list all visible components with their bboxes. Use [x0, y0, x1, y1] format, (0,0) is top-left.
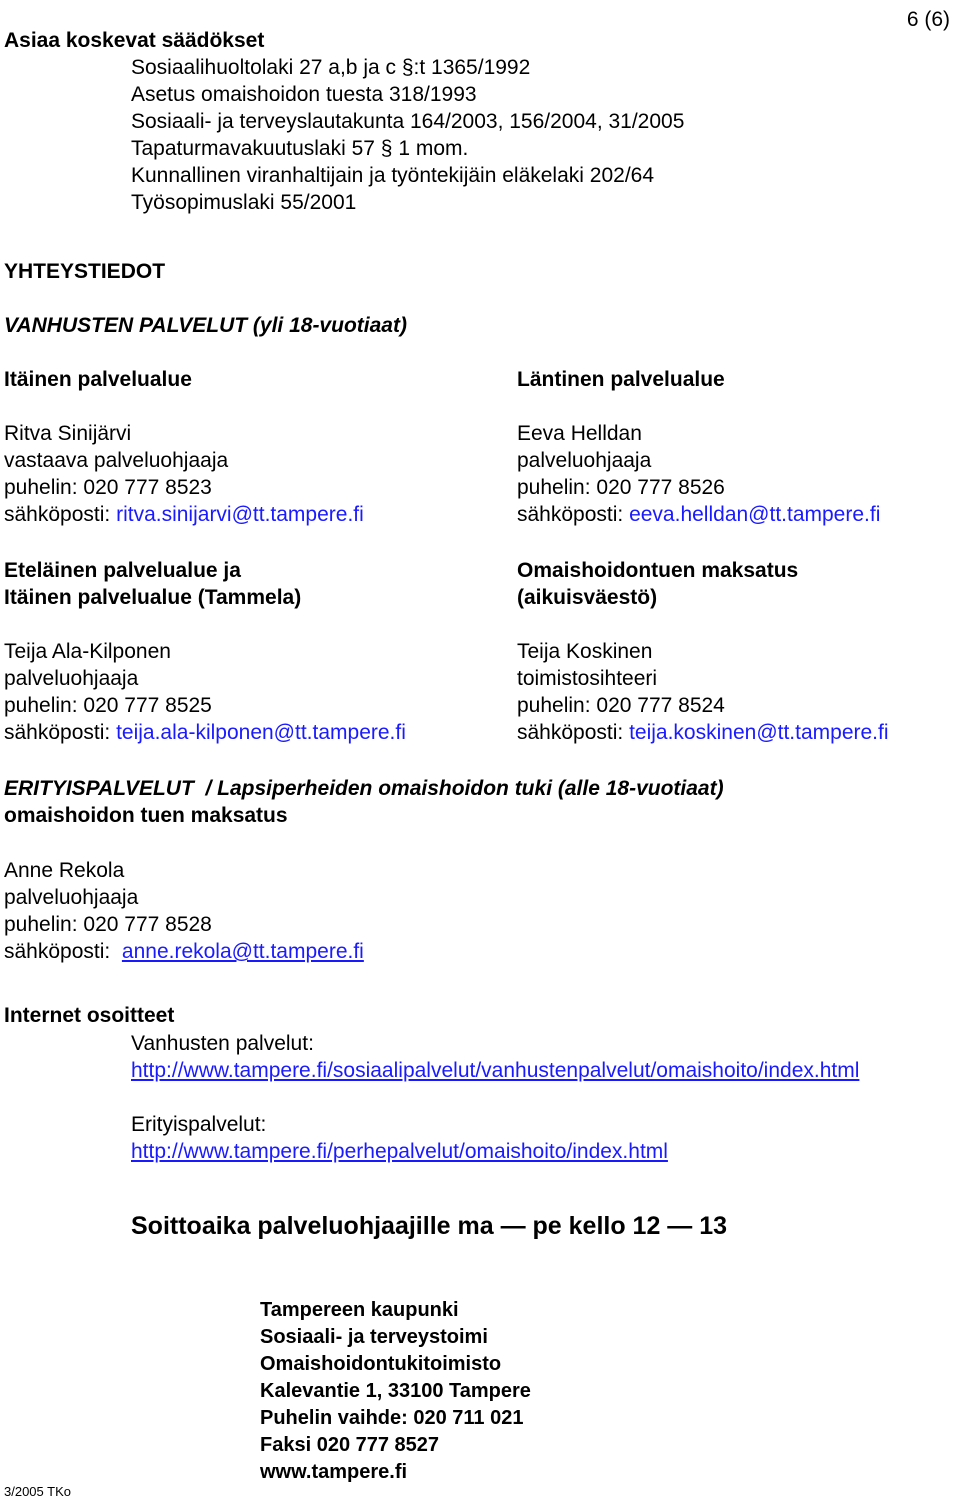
contact-name: Eeva Helldan	[517, 422, 642, 445]
contact-phone: puhelin: 020 777 8526	[517, 476, 725, 499]
contact-name: Anne Rekola	[4, 859, 125, 882]
email-link[interactable]: anne.rekola@tt.tampere.fi	[121, 940, 364, 963]
contact-card-east	[4, 366, 364, 528]
email-label: sähköposti:	[4, 503, 111, 526]
contact-name: Teija Koskinen	[517, 640, 653, 663]
area-title: Itäinen palvelualue (Tammela)	[4, 586, 302, 609]
special-link-label: Erityispalvelut:	[131, 1113, 267, 1136]
address-line: www.tampere.fi	[260, 1461, 408, 1483]
contact-name: Teija Ala-Kilponen	[4, 640, 171, 663]
contact-phone: puhelin: 020 777 8524	[517, 694, 725, 717]
page-number: 6 (6)	[906, 8, 950, 31]
call-time: Soittoaika palveluohjaajille ma — pe kello 12 — 13	[131, 1212, 728, 1240]
special-heading-part1: ERITYISPALVELUT	[4, 777, 194, 800]
area-title: Itäinen palvelualue	[4, 368, 192, 391]
footer-code: 3/2005 TKo	[4, 1484, 71, 1499]
area-title: Läntinen palvelualue	[517, 368, 725, 391]
contact-phone: puhelin: 020 777 8523	[4, 476, 212, 499]
address-line: Sosiaali- ja terveystoimi	[260, 1326, 488, 1348]
contact-card-payments	[517, 557, 889, 746]
email-label: sähköposti:	[4, 940, 111, 963]
special-heading-line2: omaishoidon tuen maksatus	[4, 804, 288, 827]
elderly-services-heading: VANHUSTEN PALVELUT (yli 18-vuotiaat)	[4, 314, 407, 337]
email-link[interactable]: teija.ala-kilponen@tt.tampere.fi	[116, 721, 406, 744]
statute-item: Työsopimuslaki 55/2001	[131, 191, 357, 214]
contacts-heading: YHTEYSTIEDOT	[4, 260, 166, 283]
contact-phone: puhelin: 020 777 8525	[4, 694, 212, 717]
contact-role: toimistosihteeri	[517, 667, 658, 690]
elderly-services-link[interactable]: http://www.tampere.fi/sosiaalipalvelut/vanhustenpalvelut/omaishoito/index.html	[131, 1059, 860, 1082]
special-services-link[interactable]: http://www.tampere.fi/perhepalvelut/omaishoito/index.html	[131, 1140, 668, 1163]
email-label: sähköposti:	[4, 721, 111, 744]
address-line: Omaishoidontukitoimisto	[260, 1353, 502, 1375]
contact-name: Ritva Sinijärvi	[4, 422, 132, 445]
contact-role: palveluohjaaja	[4, 886, 139, 909]
contact-card-west	[517, 366, 880, 528]
area-title: Omaishoidontuen maksatus	[517, 559, 799, 582]
statute-item: Sosiaalihuoltolaki 27 a,b ja c §:t 1365/1992	[131, 56, 531, 79]
special-heading-part2: / Lapsiperheiden omaishoidon tuki (alle 18-vuotiaat)	[205, 777, 724, 800]
elderly-link-label: Vanhusten palvelut:	[131, 1032, 314, 1055]
email-link[interactable]: eeva.helldan@tt.tampere.fi	[629, 503, 881, 526]
email-label: sähköposti:	[517, 721, 624, 744]
special-services-heading	[4, 775, 724, 829]
contact-phone: puhelin: 020 777 8528	[4, 913, 212, 936]
contact-role: vastaava palveluohjaaja	[4, 449, 229, 472]
area-title: (aikuisväestö)	[517, 586, 658, 609]
address-line: Kalevantie 1, 33100 Tampere	[260, 1380, 531, 1402]
contact-card-special	[4, 857, 364, 965]
statutes-list	[131, 54, 684, 216]
email-link[interactable]: ritva.sinijarvi@tt.tampere.fi	[116, 503, 364, 526]
contact-role: palveluohjaaja	[517, 449, 652, 472]
statute-item: Sosiaali- ja terveyslautakunta 164/2003, 156/2004, 31/2005	[131, 110, 685, 133]
statute-item: Tapaturmavakuutuslaki 57 § 1 mom.	[131, 137, 469, 160]
email-label: sähköposti:	[517, 503, 624, 526]
address-line: Puhelin vaihde: 020 711 021	[260, 1407, 524, 1429]
address-line: Tampereen kaupunki	[260, 1299, 459, 1321]
internet-heading: Internet osoitteet	[4, 1004, 175, 1027]
statutes-heading: Asiaa koskevat säädökset	[4, 29, 265, 52]
email-link[interactable]: teija.koskinen@tt.tampere.fi	[629, 721, 889, 744]
contact-role: palveluohjaaja	[4, 667, 139, 690]
address-block	[260, 1297, 531, 1486]
contact-card-south	[4, 557, 406, 746]
address-line: Faksi 020 777 8527	[260, 1434, 440, 1456]
statute-item: Kunnallinen viranhaltijain ja työntekijäin eläkelaki 202/64	[131, 164, 655, 187]
area-title: Eteläinen palvelualue ja	[4, 559, 241, 582]
statute-item: Asetus omaishoidon tuesta 318/1993	[131, 83, 477, 106]
